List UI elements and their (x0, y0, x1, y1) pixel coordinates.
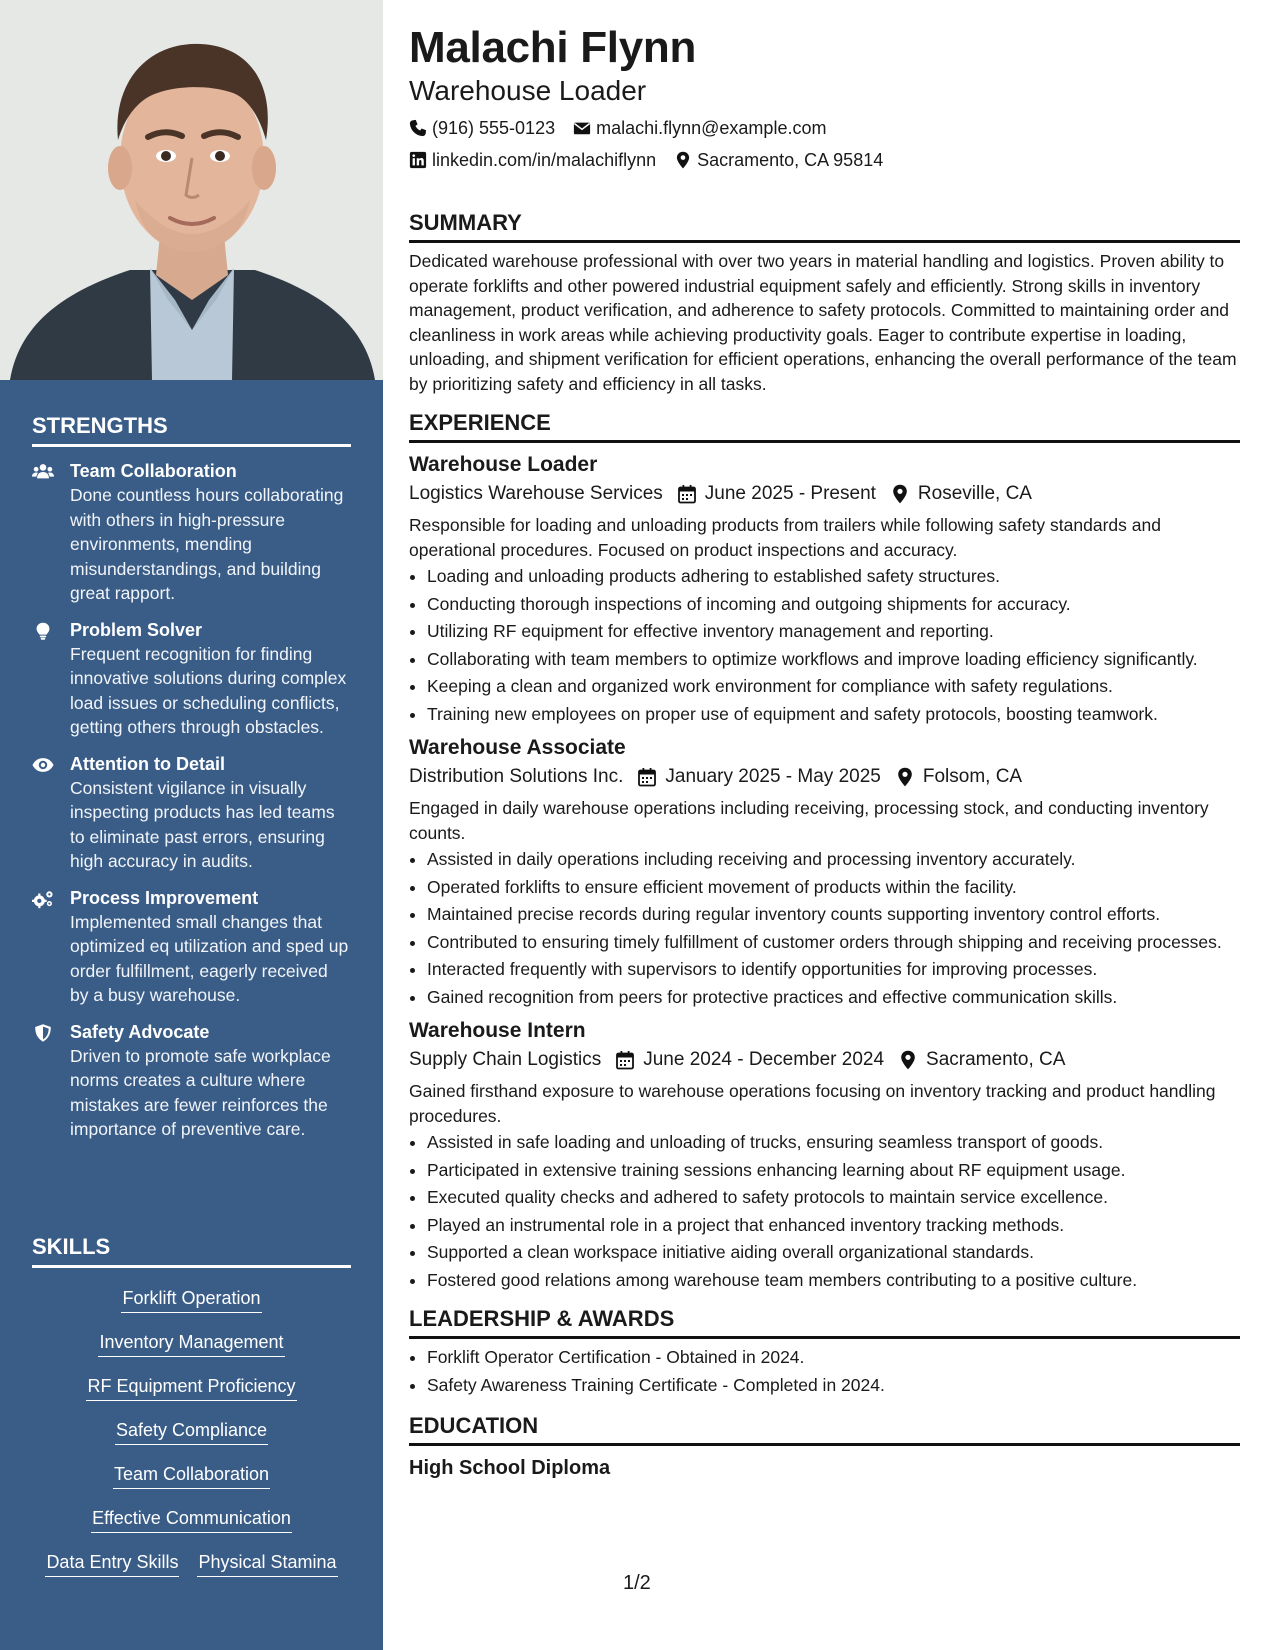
experience-heading: EXPERIENCE (409, 410, 1240, 443)
list-item: • Utilizing RF equipment for effective inventory management and reporting. (427, 619, 1240, 644)
leadership-list (409, 1345, 1240, 1397)
contact-row (409, 112, 1240, 144)
list-item: • Assisted in daily operations including receiving and processing inventory accurately. (427, 847, 1240, 872)
job-location-text: Roseville, CA (917, 483, 1032, 504)
education-heading: EDUCATION (409, 1413, 1240, 1446)
skill-tag: Team Collaboration (113, 1461, 270, 1489)
list-item: • Conducting thorough inspections of incoming and outgoing shipments for accuracy. (427, 592, 1240, 617)
phone-number: (916) 555-0123 (432, 118, 556, 138)
job-location (890, 479, 1032, 509)
list-item: • Loading and unloading products adhering to established safety structures. (427, 564, 1240, 589)
page-number: 1/2 (623, 1572, 651, 1594)
map-pin-icon (898, 1050, 918, 1070)
sidebar (0, 0, 383, 1650)
list-item: • Training new employees on proper use of equipment and safety protocols, boosting teamwork. (427, 702, 1240, 727)
email-contact (573, 113, 826, 143)
linkedin-contact (409, 145, 656, 175)
list-item: • Collaborating with team members to optimize workflows and improve loading efficiency significantly. (427, 647, 1240, 672)
list-item: • Fostered good relations among warehouse team members contributing to a positive culture. (427, 1268, 1240, 1293)
strength-description: Consistent vigilance in visually inspecting products has led teams to eliminate past errors, ensuring high accuracy in audits. (70, 777, 335, 871)
summary-text: Dedicated warehouse professional with over two years in material handling and logistics. Proven ability to operate forklifts and other powered industrial equipment safely and efficiently. Strong skills in inventory management, product verification, and adherence to safety protocols. Committed to maintaining order and cleanliness in work areas while achieving productivity goals. Eager to contribute expertise in loading, unloading, and shipment verification for efficient operations, enhancing the overall performance of the team by prioritizing safety and efficiency in all tasks. (409, 251, 1237, 394)
list-item: • Maintained precise records during regular inventory counts supporting inventory control efforts. (427, 902, 1240, 927)
job-dates-text: June 2024 - December 2024 (643, 1049, 885, 1070)
calendar-icon (615, 1050, 635, 1070)
strength-item (32, 459, 351, 606)
list-item: • Operated forklifts to ensure efficient movement of products within the facility. (427, 875, 1240, 900)
degree-title: High School Diploma (409, 1457, 611, 1479)
strength-title: Problem Solver (70, 619, 203, 640)
shield-icon (32, 1023, 54, 1043)
envelope-icon (573, 119, 591, 137)
job-bullets (409, 1130, 1240, 1292)
summary-section (409, 210, 1240, 396)
job-title: Warehouse Loader (409, 453, 598, 476)
skill-tag: Physical Stamina (197, 1549, 337, 1577)
skill-tag: Forklift Operation (121, 1285, 261, 1313)
job-description: Responsible for loading and unloading products from trailers while following safety standards and operational procedures. Focused on product inspections and accuracy. (409, 515, 1161, 560)
job-entry (409, 451, 1240, 726)
strength-item (32, 886, 351, 1008)
skill-tag: Safety Compliance (115, 1417, 268, 1445)
job-description: Gained firsthand exposure to warehouse operations focusing on inventory tracking and product handling procedures. (409, 1081, 1216, 1126)
lightbulb-icon (32, 621, 54, 641)
leadership-section (409, 1306, 1240, 1397)
skills-list (32, 1278, 351, 1586)
list-item: • Forklift Operator Certification - Obtained in 2024. (427, 1345, 1240, 1370)
job-bullets (409, 847, 1240, 1009)
strength-title: Safety Advocate (70, 1021, 210, 1042)
job-entry (409, 734, 1240, 1009)
job-title: Warehouse Intern (409, 1019, 586, 1042)
job-title: Warehouse Associate (409, 736, 626, 759)
job-dates (615, 1045, 884, 1075)
education-section (409, 1413, 1240, 1482)
strength-title: Attention to Detail (70, 753, 225, 774)
strengths-section (32, 413, 351, 1142)
linkedin-url[interactable]: linkedin.com/in/malachiflynn (432, 150, 657, 170)
location-text: Sacramento, CA 95814 (697, 150, 884, 170)
job-location (898, 1045, 1065, 1075)
contact-row (409, 144, 1240, 176)
job-entry (409, 1017, 1240, 1292)
list-item: • Participated in extensive training sessions enhancing learning about RF equipment usage. (427, 1158, 1240, 1183)
job-dates (637, 762, 880, 792)
strength-title: Process Improvement (70, 887, 259, 908)
linkedin-icon (409, 151, 427, 169)
skills-heading: SKILLS (32, 1234, 351, 1268)
strength-description: Done countless hours collaborating with others in high-pressure environments, mending misunderstandings, and building great rapport. (70, 485, 344, 603)
skills-section (32, 1234, 351, 1586)
job-dates (677, 479, 876, 509)
job-meta (409, 1045, 1240, 1075)
company-name: Logistics Warehouse Services (409, 483, 663, 504)
job-description: Engaged in daily warehouse operations including receiving, processing stock, and conducting inventory counts. (409, 798, 1209, 843)
calendar-icon (637, 767, 657, 787)
users-icon (32, 462, 54, 482)
strength-description: Driven to promote safe workplace norms creates a culture where mistakes are fewer reinforces the importance of preventive care. (70, 1045, 331, 1139)
candidate-name: Malachi Flynn (409, 23, 697, 72)
strength-item (32, 1020, 351, 1142)
map-pin-icon (890, 484, 910, 504)
map-pin-icon (895, 767, 915, 787)
main-content (409, 22, 1240, 1482)
job-meta (409, 479, 1240, 509)
job-dates-text: January 2025 - May 2025 (665, 766, 881, 787)
job-bullets (409, 564, 1240, 726)
list-item: • Interacted frequently with supervisors to identify opportunities for improving processes. (427, 957, 1240, 982)
experience-section (409, 410, 1240, 1292)
phone-contact (409, 113, 555, 143)
skill-tag: Data Entry Skills (45, 1549, 179, 1577)
list-item: • Executed quality checks and adhered to safety protocols to maintain service excellence. (427, 1185, 1240, 1210)
strength-title: Team Collaboration (70, 461, 237, 481)
email-address[interactable]: malachi.flynn@example.com (596, 118, 827, 138)
phone-icon (409, 119, 427, 137)
list-item: • Contributed to ensuring timely fulfillment of customer orders through shipping and receiving processes. (427, 930, 1240, 955)
leadership-heading: LEADERSHIP & AWARDS (409, 1306, 1240, 1339)
list-item: • Keeping a clean and organized work environment for compliance with safety regulations. (427, 674, 1240, 699)
eye-icon (32, 755, 54, 775)
skill-tag: Inventory Management (98, 1329, 284, 1357)
list-item: • Safety Awareness Training Certificate - Completed in 2024. (427, 1373, 1240, 1398)
company-name: Distribution Solutions Inc. (409, 766, 624, 787)
list-item: • Supported a clean workspace initiative aiding overall organizational standards. (427, 1240, 1240, 1265)
strength-item (32, 752, 351, 874)
summary-heading: SUMMARY (409, 210, 1240, 243)
list-item: • Played an instrumental role in a project that enhanced inventory tracking methods. (427, 1213, 1240, 1238)
skill-tag: RF Equipment Proficiency (86, 1373, 296, 1401)
list-item: • Assisted in safe loading and unloading of trucks, ensuring seamless transport of goods. (427, 1130, 1240, 1155)
strengths-heading: STRENGTHS (32, 413, 351, 447)
strength-item (32, 618, 351, 740)
skill-tag: Effective Communication (91, 1505, 292, 1533)
location-contact (674, 145, 883, 175)
profile-photo (0, 0, 383, 380)
candidate-title: Warehouse Loader (409, 75, 647, 106)
company-name: Supply Chain Logistics (409, 1049, 602, 1070)
job-meta (409, 762, 1240, 792)
map-pin-icon (674, 151, 692, 169)
job-location-text: Folsom, CA (922, 766, 1023, 787)
cogs-icon (32, 889, 54, 909)
job-location-text: Sacramento, CA (926, 1049, 1066, 1070)
portrait-image (0, 0, 383, 380)
strength-description: Implemented small changes that optimized eq utilization and sped up order fulfillment, eagerly received by a busy warehouse. (70, 911, 349, 1005)
strength-description: Frequent recognition for finding innovative solutions during complex load issues or scheduling conflicts, getting others through obstacles. (70, 643, 347, 737)
job-location (895, 762, 1022, 792)
calendar-icon (677, 484, 697, 504)
job-dates-text: June 2025 - Present (704, 483, 876, 504)
list-item: • Gained recognition from peers for protective practices and effective communication skills. (427, 985, 1240, 1010)
